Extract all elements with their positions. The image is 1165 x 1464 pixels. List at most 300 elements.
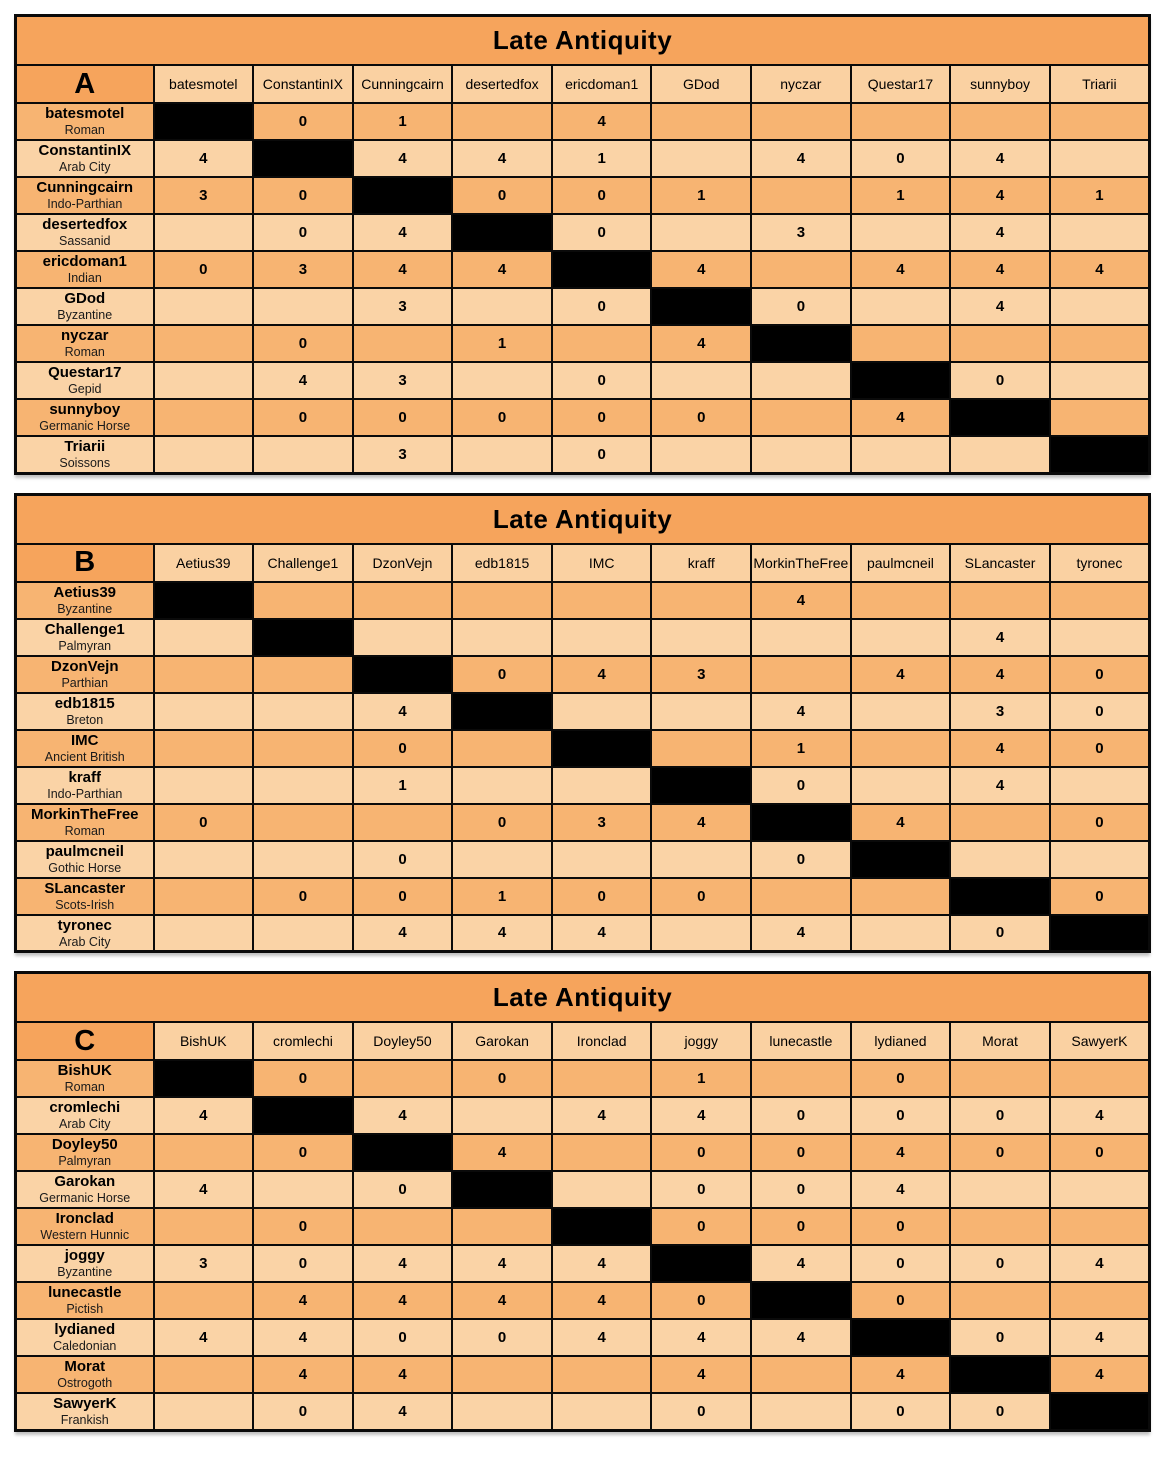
diagonal-cell bbox=[851, 841, 951, 878]
score-cell bbox=[651, 730, 751, 767]
diagonal-cell bbox=[253, 619, 353, 656]
score-cell: 4 bbox=[651, 804, 751, 841]
group-label: A bbox=[16, 65, 154, 103]
score-cell: 4 bbox=[651, 251, 751, 288]
player-name: Aetius39 bbox=[53, 583, 117, 601]
score-cell: 0 bbox=[651, 1208, 751, 1245]
score-cell: 4 bbox=[950, 730, 1050, 767]
score-cell bbox=[452, 1393, 552, 1430]
table-title: Late Antiquity bbox=[16, 16, 1150, 66]
diagonal-cell bbox=[154, 103, 254, 140]
score-cell bbox=[1050, 140, 1150, 177]
score-cell bbox=[253, 1171, 353, 1208]
player-label bbox=[16, 915, 154, 952]
column-header: lunecastle bbox=[751, 1022, 851, 1060]
score-cell bbox=[1050, 582, 1150, 619]
score-cell: 0 bbox=[651, 1171, 751, 1208]
score-cell: 0 bbox=[1050, 693, 1150, 730]
score-cell bbox=[651, 103, 751, 140]
score-cell: 4 bbox=[851, 1356, 951, 1393]
player-label bbox=[16, 177, 154, 214]
diagonal-cell bbox=[253, 1097, 353, 1134]
column-header: tyronec bbox=[1050, 544, 1150, 582]
score-cell bbox=[353, 582, 453, 619]
score-cell bbox=[552, 619, 652, 656]
column-header: BishUK bbox=[154, 1022, 254, 1060]
player-label bbox=[16, 656, 154, 693]
score-cell: 0 bbox=[552, 399, 652, 436]
column-header: paulmcneil bbox=[851, 544, 951, 582]
score-cell: 4 bbox=[751, 582, 851, 619]
score-cell: 4 bbox=[154, 140, 254, 177]
score-cell: 4 bbox=[353, 1245, 453, 1282]
diagonal-cell bbox=[950, 1356, 1050, 1393]
score-cell bbox=[950, 841, 1050, 878]
player-faction: Palmyran bbox=[58, 1154, 112, 1169]
player-row bbox=[16, 767, 1150, 804]
player-label bbox=[16, 619, 154, 656]
player-label bbox=[16, 214, 154, 251]
player-label bbox=[16, 582, 154, 619]
player-name: GDod bbox=[64, 290, 106, 308]
player-name: Morat bbox=[64, 1358, 106, 1376]
score-cell bbox=[154, 214, 254, 251]
score-cell: 4 bbox=[353, 1393, 453, 1430]
player-name: sunnyboy bbox=[49, 401, 121, 419]
score-cell: 0 bbox=[353, 730, 453, 767]
title-row bbox=[16, 973, 1150, 1023]
score-cell: 3 bbox=[950, 693, 1050, 730]
score-cell bbox=[1050, 214, 1150, 251]
score-cell bbox=[154, 1134, 254, 1171]
score-cell: 0 bbox=[751, 1134, 851, 1171]
diagonal-cell bbox=[353, 177, 453, 214]
score-cell: 0 bbox=[1050, 804, 1150, 841]
score-cell bbox=[154, 1356, 254, 1393]
score-cell bbox=[651, 841, 751, 878]
score-cell bbox=[851, 325, 951, 362]
player-label bbox=[16, 325, 154, 362]
score-cell: 4 bbox=[751, 693, 851, 730]
score-cell bbox=[353, 1060, 453, 1097]
score-cell: 0 bbox=[552, 878, 652, 915]
column-header: Ironclad bbox=[552, 1022, 652, 1060]
score-cell bbox=[552, 767, 652, 804]
player-row bbox=[16, 619, 1150, 656]
score-cell: 4 bbox=[950, 140, 1050, 177]
player-label bbox=[16, 288, 154, 325]
player-name: MorkinTheFree bbox=[30, 805, 139, 823]
score-cell: 0 bbox=[253, 1134, 353, 1171]
score-cell: 4 bbox=[950, 288, 1050, 325]
player-row bbox=[16, 582, 1150, 619]
score-cell: 0 bbox=[253, 325, 353, 362]
player-faction: Roman bbox=[64, 1080, 105, 1095]
score-cell: 4 bbox=[154, 1319, 254, 1356]
score-cell bbox=[851, 582, 951, 619]
score-cell: 3 bbox=[154, 177, 254, 214]
score-cell: 0 bbox=[1050, 878, 1150, 915]
player-label bbox=[16, 730, 154, 767]
diagonal-cell bbox=[851, 1319, 951, 1356]
score-cell: 4 bbox=[851, 399, 951, 436]
score-cell: 4 bbox=[950, 767, 1050, 804]
player-faction: Breton bbox=[66, 712, 104, 727]
score-cell: 0 bbox=[751, 1171, 851, 1208]
player-row bbox=[16, 1319, 1150, 1356]
player-row bbox=[16, 1208, 1150, 1245]
score-cell bbox=[1050, 841, 1150, 878]
score-cell bbox=[851, 767, 951, 804]
score-cell: 0 bbox=[751, 288, 851, 325]
column-header: sunnyboy bbox=[950, 65, 1050, 103]
player-name: batesmotel bbox=[45, 105, 125, 123]
column-header: kraff bbox=[651, 544, 751, 582]
score-cell: 0 bbox=[552, 177, 652, 214]
score-cell: 0 bbox=[851, 1208, 951, 1245]
column-header: joggy bbox=[651, 1022, 751, 1060]
score-cell bbox=[253, 915, 353, 952]
score-cell bbox=[154, 1393, 254, 1430]
score-cell bbox=[353, 325, 453, 362]
player-name: Ironclad bbox=[55, 1210, 114, 1228]
column-header: desertedfox bbox=[452, 65, 552, 103]
score-cell bbox=[751, 1393, 851, 1430]
player-faction: Roman bbox=[64, 823, 105, 838]
diagonal-cell bbox=[452, 1171, 552, 1208]
score-cell bbox=[552, 1060, 652, 1097]
column-header: Garokan bbox=[452, 1022, 552, 1060]
score-cell: 4 bbox=[452, 1282, 552, 1319]
score-cell bbox=[851, 214, 951, 251]
score-cell: 4 bbox=[552, 1319, 652, 1356]
score-cell bbox=[751, 1060, 851, 1097]
score-cell: 0 bbox=[253, 399, 353, 436]
score-cell: 0 bbox=[950, 1097, 1050, 1134]
column-header-row bbox=[16, 544, 1150, 582]
player-faction: Arab City bbox=[59, 1117, 111, 1132]
player-row bbox=[16, 1060, 1150, 1097]
score-cell: 0 bbox=[353, 1171, 453, 1208]
player-row bbox=[16, 1356, 1150, 1393]
score-cell bbox=[452, 288, 552, 325]
score-cell bbox=[552, 1393, 652, 1430]
column-header: batesmotel bbox=[154, 65, 254, 103]
score-cell: 0 bbox=[452, 804, 552, 841]
score-cell: 4 bbox=[452, 915, 552, 952]
score-cell: 4 bbox=[552, 656, 652, 693]
score-cell: 0 bbox=[253, 1060, 353, 1097]
column-header: Triarii bbox=[1050, 65, 1150, 103]
score-cell bbox=[253, 730, 353, 767]
player-faction: Arab City bbox=[59, 160, 111, 175]
score-cell bbox=[552, 1356, 652, 1393]
player-name: kraff bbox=[68, 768, 101, 786]
score-cell bbox=[253, 656, 353, 693]
player-row bbox=[16, 1171, 1150, 1208]
score-cell: 4 bbox=[253, 1282, 353, 1319]
score-cell: 4 bbox=[651, 1356, 751, 1393]
score-cell: 0 bbox=[950, 362, 1050, 399]
score-cell bbox=[154, 878, 254, 915]
diagonal-cell bbox=[851, 362, 951, 399]
player-name: Questar17 bbox=[48, 364, 122, 382]
player-name: Cunningcairn bbox=[36, 179, 134, 197]
player-label bbox=[16, 693, 154, 730]
score-cell bbox=[950, 582, 1050, 619]
player-faction: Byzantine bbox=[57, 1265, 113, 1280]
score-cell bbox=[1050, 1208, 1150, 1245]
score-cell: 1 bbox=[552, 140, 652, 177]
player-faction: Parthian bbox=[61, 675, 109, 690]
player-label bbox=[16, 1060, 154, 1097]
player-row bbox=[16, 214, 1150, 251]
score-cell: 4 bbox=[452, 1134, 552, 1171]
score-cell: 0 bbox=[851, 1097, 951, 1134]
score-cell bbox=[452, 1356, 552, 1393]
score-cell: 3 bbox=[154, 1245, 254, 1282]
diagonal-cell bbox=[950, 878, 1050, 915]
score-cell: 4 bbox=[1050, 1319, 1150, 1356]
score-cell: 0 bbox=[950, 915, 1050, 952]
score-cell bbox=[452, 1097, 552, 1134]
player-row bbox=[16, 103, 1150, 140]
score-cell: 4 bbox=[353, 915, 453, 952]
score-cell bbox=[1050, 103, 1150, 140]
diagonal-cell bbox=[1050, 1393, 1150, 1430]
player-label bbox=[16, 1208, 154, 1245]
score-cell bbox=[1050, 619, 1150, 656]
score-cell: 4 bbox=[651, 1097, 751, 1134]
score-cell: 4 bbox=[950, 214, 1050, 251]
score-cell: 0 bbox=[253, 1393, 353, 1430]
score-cell bbox=[950, 325, 1050, 362]
score-cell bbox=[253, 767, 353, 804]
diagonal-cell bbox=[651, 767, 751, 804]
score-cell bbox=[452, 582, 552, 619]
player-faction: Roman bbox=[64, 123, 105, 138]
score-cell bbox=[751, 399, 851, 436]
player-label bbox=[16, 1356, 154, 1393]
score-cell: 0 bbox=[651, 1393, 751, 1430]
column-header: SawyerK bbox=[1050, 1022, 1150, 1060]
player-name: lydianed bbox=[54, 1321, 116, 1339]
player-label bbox=[16, 841, 154, 878]
score-cell bbox=[452, 619, 552, 656]
player-faction: Soissons bbox=[59, 456, 111, 471]
diagonal-cell bbox=[353, 1134, 453, 1171]
score-cell: 4 bbox=[651, 325, 751, 362]
diagonal-cell bbox=[751, 804, 851, 841]
score-cell: 4 bbox=[452, 251, 552, 288]
score-cell bbox=[452, 767, 552, 804]
score-cell bbox=[950, 103, 1050, 140]
score-cell bbox=[851, 730, 951, 767]
column-header: ericdoman1 bbox=[552, 65, 652, 103]
score-cell bbox=[353, 804, 453, 841]
player-faction: Pictish bbox=[66, 1302, 104, 1317]
player-faction: Indo-Parthian bbox=[47, 197, 123, 212]
player-label bbox=[16, 1171, 154, 1208]
player-row bbox=[16, 1245, 1150, 1282]
score-cell bbox=[851, 288, 951, 325]
score-cell bbox=[253, 288, 353, 325]
diagonal-cell bbox=[751, 1282, 851, 1319]
player-row bbox=[16, 140, 1150, 177]
player-row bbox=[16, 399, 1150, 436]
score-cell bbox=[253, 693, 353, 730]
score-cell bbox=[950, 1060, 1050, 1097]
score-cell bbox=[651, 693, 751, 730]
score-cell: 4 bbox=[851, 251, 951, 288]
column-header: MorkinTheFree bbox=[751, 544, 851, 582]
score-cell: 0 bbox=[651, 1282, 751, 1319]
score-cell: 0 bbox=[154, 251, 254, 288]
diagonal-cell bbox=[452, 214, 552, 251]
column-header: edb1815 bbox=[452, 544, 552, 582]
diagonal-cell bbox=[1050, 436, 1150, 473]
score-cell bbox=[751, 103, 851, 140]
player-row bbox=[16, 1282, 1150, 1319]
column-header: DzonVejn bbox=[353, 544, 453, 582]
table-title: Late Antiquity bbox=[16, 494, 1150, 544]
score-cell: 0 bbox=[552, 436, 652, 473]
score-cell bbox=[950, 436, 1050, 473]
player-row bbox=[16, 177, 1150, 214]
column-header: Morat bbox=[950, 1022, 1050, 1060]
score-cell bbox=[154, 619, 254, 656]
column-header: nyczar bbox=[751, 65, 851, 103]
score-cell: 0 bbox=[950, 1393, 1050, 1430]
score-cell: 0 bbox=[950, 1134, 1050, 1171]
player-faction: Ostrogoth bbox=[57, 1376, 113, 1391]
table-title: Late Antiquity bbox=[16, 973, 1150, 1023]
score-cell: 4 bbox=[552, 103, 652, 140]
score-cell: 4 bbox=[452, 140, 552, 177]
player-name: Triarii bbox=[64, 438, 106, 456]
score-cell bbox=[851, 878, 951, 915]
score-cell bbox=[154, 1282, 254, 1319]
column-header: Aetius39 bbox=[154, 544, 254, 582]
score-cell bbox=[1050, 1282, 1150, 1319]
diagonal-cell bbox=[353, 656, 453, 693]
score-cell bbox=[851, 103, 951, 140]
score-cell: 1 bbox=[353, 767, 453, 804]
player-label bbox=[16, 140, 154, 177]
group-c-table bbox=[14, 971, 1151, 1432]
score-cell bbox=[1050, 362, 1150, 399]
score-cell bbox=[851, 693, 951, 730]
score-cell bbox=[1050, 399, 1150, 436]
score-cell bbox=[253, 841, 353, 878]
score-cell: 0 bbox=[751, 841, 851, 878]
score-cell: 0 bbox=[651, 399, 751, 436]
score-cell: 3 bbox=[751, 214, 851, 251]
player-label bbox=[16, 362, 154, 399]
score-cell bbox=[154, 1208, 254, 1245]
score-cell: 0 bbox=[751, 1097, 851, 1134]
player-faction: Ancient British bbox=[44, 749, 125, 764]
score-cell: 0 bbox=[1050, 1134, 1150, 1171]
score-cell bbox=[154, 325, 254, 362]
score-cell: 4 bbox=[154, 1097, 254, 1134]
score-cell: 4 bbox=[552, 1097, 652, 1134]
player-row bbox=[16, 878, 1150, 915]
player-faction: Germanic Horse bbox=[39, 419, 131, 434]
diagonal-cell bbox=[552, 1208, 652, 1245]
score-cell: 0 bbox=[1050, 730, 1150, 767]
score-cell: 4 bbox=[950, 619, 1050, 656]
player-faction: Sassanid bbox=[59, 234, 111, 249]
score-cell: 0 bbox=[253, 177, 353, 214]
player-label bbox=[16, 1319, 154, 1356]
player-name: Doyley50 bbox=[51, 1136, 118, 1154]
score-cell: 0 bbox=[253, 214, 353, 251]
score-cell bbox=[154, 730, 254, 767]
player-name: BishUK bbox=[57, 1062, 112, 1080]
player-label bbox=[16, 436, 154, 473]
player-row bbox=[16, 693, 1150, 730]
score-cell: 4 bbox=[353, 140, 453, 177]
score-cell bbox=[552, 1171, 652, 1208]
score-cell bbox=[950, 1171, 1050, 1208]
score-cell: 0 bbox=[452, 1060, 552, 1097]
score-cell: 4 bbox=[751, 1319, 851, 1356]
player-row bbox=[16, 915, 1150, 952]
score-cell bbox=[1050, 288, 1150, 325]
player-row bbox=[16, 251, 1150, 288]
score-cell: 0 bbox=[353, 841, 453, 878]
player-faction: Palmyran bbox=[58, 638, 112, 653]
score-cell: 4 bbox=[353, 1282, 453, 1319]
score-cell bbox=[452, 362, 552, 399]
player-label bbox=[16, 399, 154, 436]
diagonal-cell bbox=[154, 582, 254, 619]
score-cell bbox=[452, 841, 552, 878]
score-cell bbox=[851, 619, 951, 656]
group-label: B bbox=[16, 544, 154, 582]
player-row bbox=[16, 730, 1150, 767]
score-cell bbox=[253, 582, 353, 619]
score-cell: 1 bbox=[452, 325, 552, 362]
score-cell bbox=[154, 399, 254, 436]
score-cell bbox=[651, 140, 751, 177]
player-label bbox=[16, 1393, 154, 1430]
score-cell bbox=[154, 693, 254, 730]
score-cell: 4 bbox=[651, 1319, 751, 1356]
score-cell bbox=[1050, 767, 1150, 804]
player-row bbox=[16, 1134, 1150, 1171]
score-cell: 4 bbox=[1050, 1097, 1150, 1134]
player-row bbox=[16, 288, 1150, 325]
score-cell bbox=[751, 878, 851, 915]
score-cell bbox=[651, 582, 751, 619]
score-cell bbox=[651, 619, 751, 656]
player-faction: Gothic Horse bbox=[48, 860, 122, 875]
score-cell bbox=[154, 436, 254, 473]
score-cell: 4 bbox=[851, 1134, 951, 1171]
score-cell: 4 bbox=[253, 1356, 353, 1393]
player-faction: Byzantine bbox=[57, 601, 113, 616]
score-cell bbox=[552, 582, 652, 619]
score-cell: 1 bbox=[651, 177, 751, 214]
score-cell: 0 bbox=[452, 1319, 552, 1356]
score-cell: 0 bbox=[552, 362, 652, 399]
score-cell: 4 bbox=[851, 656, 951, 693]
score-cell: 3 bbox=[651, 656, 751, 693]
score-cell bbox=[154, 915, 254, 952]
column-header: GDod bbox=[651, 65, 751, 103]
